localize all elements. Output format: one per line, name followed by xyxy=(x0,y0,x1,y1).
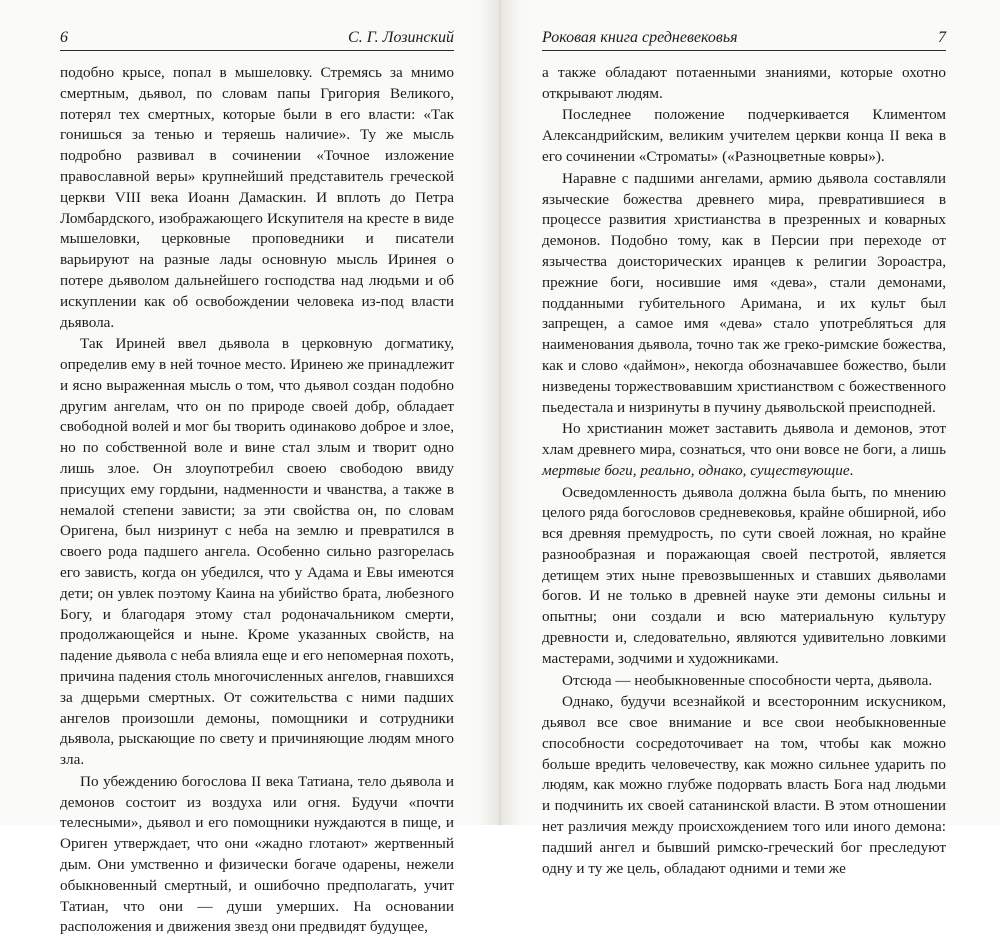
left-page-body xyxy=(60,63,454,939)
right-paragraph-2: Последнее положение подчеркивается Климентом Александрийским, великим учителем церкви конца II века в его сочинении «Строматы» («Разноцветные ковры»). xyxy=(542,106,946,166)
right-paragraph-4-end: . xyxy=(849,461,854,479)
right-page-number: 7 xyxy=(938,29,946,46)
left-paragraph-1: подобно крысе, попал в мышеловку. Стремясь за мнимо смертным, дьявол, по словам папы Григория Великого, потерял тех смертных, которые были в его власти: «Так гонишься за тенью и теряешь наличие». Ту же мысль подробно развивал в сочинении «Точное изложение православной веры» крупнейший представитель греческой церкви VIII века Иоанн Дамаскин. И вплоть до Петра Ломбардского, изображающего Искупителя на кресте в виде мышеловки, церковные проповедники и писатели варьируют на разные лады основную мысль Иринея о потере дьяволом дальнейшего господства над людьми и об искуплении как об освобождении человека из-под власти дьявола. xyxy=(60,64,454,331)
left-paragraph-3: По убеждению богослова II века Татиана, тело дьявола и демонов состоит из воздуха или огня. Будучи «почти телесными», дьявол и его помощники нуждаются в пище, и Ориген утверждает, что они «жадно глотают» жертвенный дым. Они умственно и физически богаче одарены, нежели обыкновенный смертный, и ошибочно предполагать, учит Татиан, что они — души умерших. На основании расположения и движения звезд они предвидят будущее, xyxy=(60,772,454,936)
right-page xyxy=(510,0,1000,877)
right-paragraph-4-text: Но христианин может заставить дьявола и демонов, этот хлам древнего мира, сознаться, что они вовсе не боги, а лишь xyxy=(542,420,946,459)
right-running-head xyxy=(542,28,946,51)
left-paragraph-2: Так Ириней ввел дьявола в церковную догматику, определив ему в ней точное место. Иринею же принадлежит и ясно выраженная мысль о том, что дьявол создан подобно другим ангелам, что он по природе своей добр, обладает свободной волей и мог бы творить одинаково доброе и злое, но по собственной воле и вине стал злым и творит одно лишь злое. Он злоупотребил своею свободою ввиду присущих ему гордыни, надменности и чванства, а также в немалой степени зависти; за эти свойства он, по словам Оригена, был низринут с неба на землю и превратился в своего рода падшего ангела. Особенно сильно разгорелась его зависть, когда он убедился, что у Адама и Евы имеются дети; он увлек поэтому Каина на убийство брата, любезного Богу, и благодаря этому стал родоначальником смерти, продолжающейся и ныне. Кроме указанных свойств, на падение дьявола с неба влияла еще и его непомерная похоть, причина падения столь многочисленных ангелов, гнавшихся за дщерьми смертных. От сожительства с ними падших ангелов произошли демоны, помощники и сотрудники дьявола, рыскающие по свету и причиняющие людям много зла. xyxy=(60,335,454,769)
right-paragraph-6: Отсюда — необыкновенные способности черта, дьявола. xyxy=(562,671,933,689)
left-running-title: С. Г. Лозинский xyxy=(348,29,454,46)
right-paragraph-1: а также обладают потаенными знаниями, которые охотно открывают людям. xyxy=(542,64,946,102)
right-paragraph-3: Наравне с падшими ангелами, армию дьявола составляли языческие божества древнего мира, превратившиеся в процессе развития христианства в презренных и коварных демонов. Подобно тому, как в Персии при переходе от язычества доисторических иранцев к религии Зороастра, прежние боги, носившие имя «дева», стали демонами, подданными губительного Аримана, и их культ был запрещен, а самое имя «дева» стало употребляться для наименования дьявола, точно так же греко-римские божества, как и слово «даймон», некогда обозначавшее божество, были низведены торжествовавшим христианством с божественного пьедестала и низринуты в пучину дьявольской преисподней. xyxy=(542,169,946,416)
right-running-title: Роковая книга средневековья xyxy=(542,29,738,46)
right-paragraph-7: Однако, будучи всезнайкой и всесторонним искусником, дьявол все свое внимание и все свои необыкновенные способности сосредоточивает на том, чтобы как можно больше вредить человечеству, как можно сильнее ударить по людям, как можно глубже подорвать власть Бога над людьми и подчинить их своей сатанинской власти. В этом отношении нет различия между происхождением того или иного демона: падший ангел и бывший римско-греческий бог преследуют одну и ту же цель, обладают одними и теми же xyxy=(542,693,946,877)
left-page xyxy=(0,0,490,936)
right-paragraph-4 xyxy=(542,419,946,481)
left-page-number: 6 xyxy=(60,29,68,46)
right-page-body xyxy=(542,63,946,880)
right-paragraph-4-emphasis: мертвые боги, реально, однако, существующие xyxy=(542,461,850,479)
right-paragraph-5: Осведомленность дьявола должна была быть, по мнению целого ряда богословов средневековья, крайне обширной, ибо вся древняя премудрость, по сути своей ложная, но крайне разнообразная и поражающая своей пестротой, является детищем этих ныне превозвышенных и ставших дьяволами богов. И не только в древней науке эти демоны сильны и опытны; они создали и всю материальную культуру древности и, следовательно, являются удивительно ловкими мастерами, зодчими и художниками. xyxy=(542,483,946,667)
left-running-head xyxy=(60,28,454,51)
